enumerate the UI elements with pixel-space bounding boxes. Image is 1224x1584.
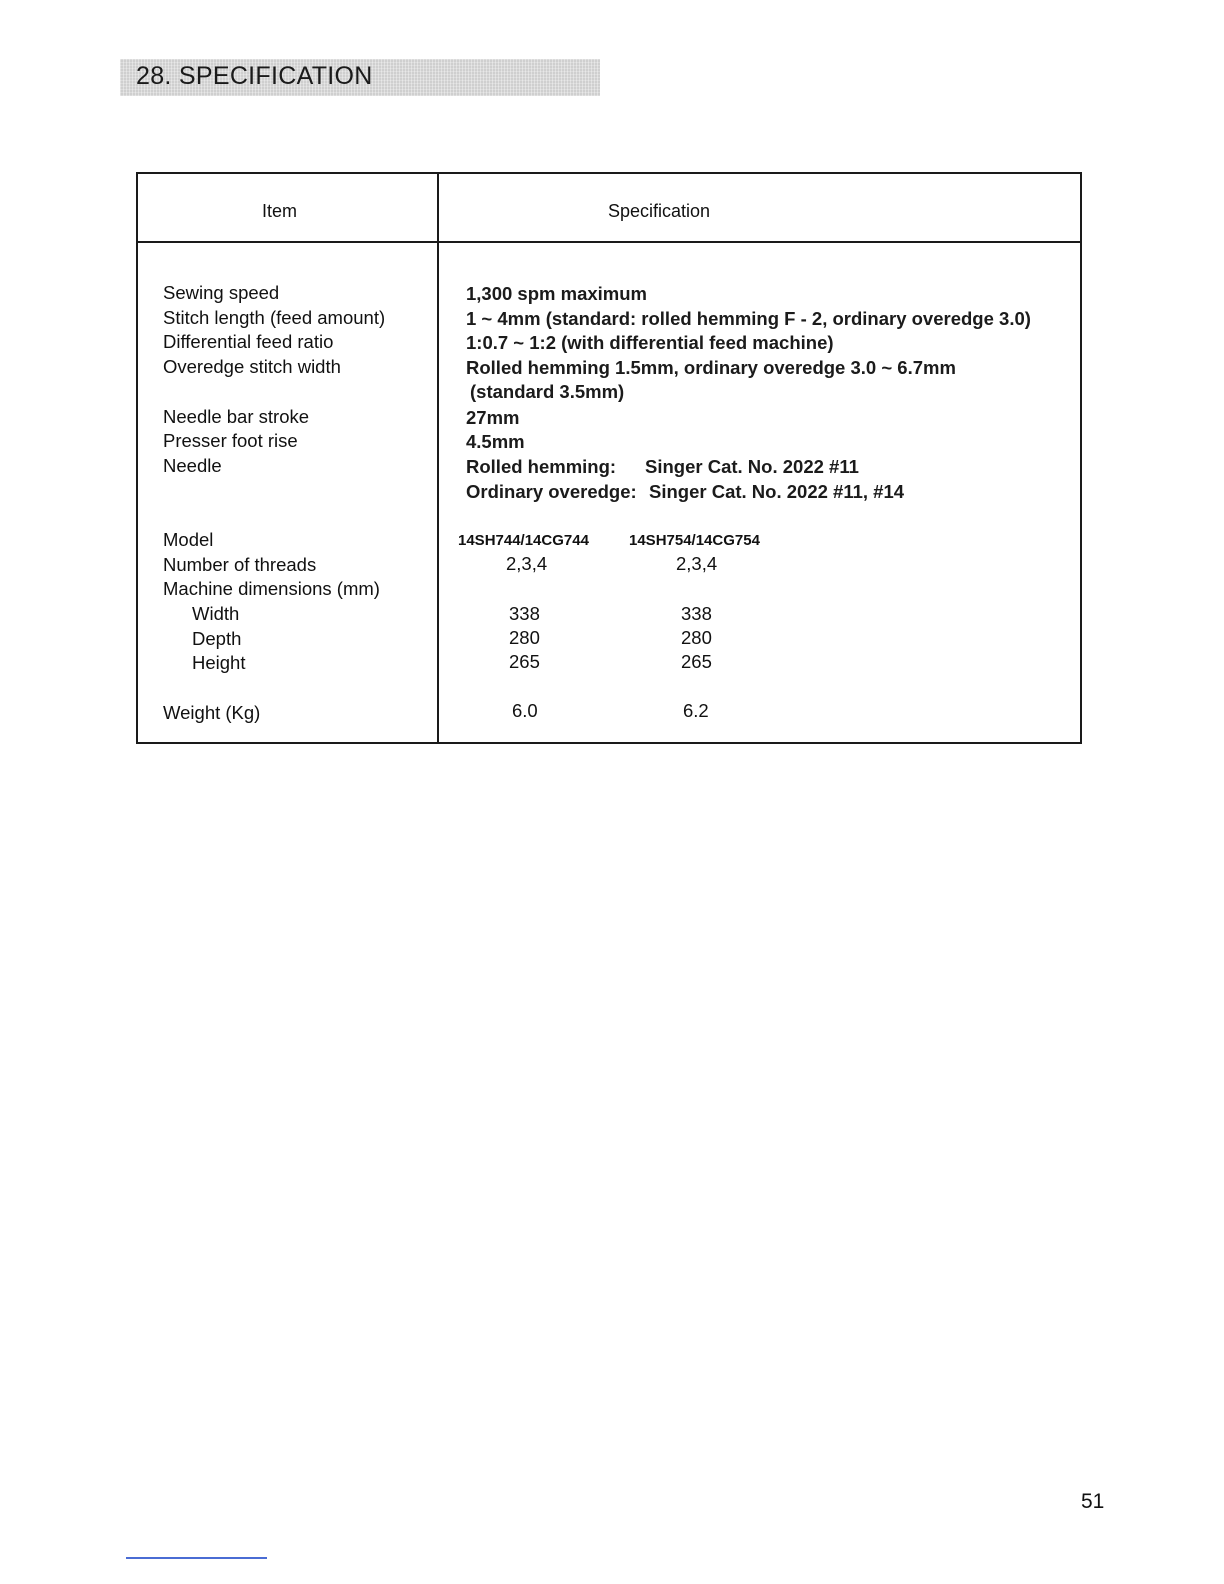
item-label: Overedge stitch width xyxy=(163,356,341,377)
model-width: 338 xyxy=(681,603,712,624)
model-height: 265 xyxy=(509,651,540,672)
header-rule xyxy=(138,241,1080,243)
spec-table xyxy=(136,172,1082,744)
needle-ordinary-value: Singer Cat. No. 2022 #11, #14 xyxy=(649,481,905,502)
spec-value: 27mm xyxy=(466,407,520,428)
needle-ordinary-label: Ordinary overedge: xyxy=(466,481,637,502)
item-label: Number of threads xyxy=(163,554,317,575)
model-height: 265 xyxy=(681,651,712,672)
page-number: 51 xyxy=(1081,1490,1105,1513)
section-title-banner xyxy=(120,59,600,96)
spec-value: 1 ~ 4mm (standard: rolled hemming F - 2, ordinary overedge 3.0) xyxy=(466,308,1031,329)
model-threads: 2,3,4 xyxy=(506,553,548,574)
model-depth: 280 xyxy=(509,627,540,648)
needle-rolled-label: Rolled hemming: xyxy=(466,456,617,477)
spec-value: Rolled hemming 1.5mm, ordinary overedge 3.0 ~ 6.7mm xyxy=(466,357,956,378)
item-label: Needle xyxy=(163,455,222,476)
item-label: Stitch length (feed amount) xyxy=(163,307,386,328)
model-depth: 280 xyxy=(681,627,712,648)
spec-value: (standard 3.5mm) xyxy=(470,381,625,402)
spec-value: 1:0.7 ~ 1:2 (with differential feed machine) xyxy=(466,332,834,353)
item-label: Width xyxy=(192,603,240,624)
needle-rolled-value: Singer Cat. No. 2022 #11 xyxy=(645,456,859,477)
model-width: 338 xyxy=(509,603,540,624)
item-label: Needle bar stroke xyxy=(163,406,310,427)
item-label: Presser foot rise xyxy=(163,430,298,451)
item-label: Machine dimensions (mm) xyxy=(163,578,380,599)
section-title: 28. SPECIFICATION xyxy=(136,62,373,90)
item-label: Differential feed ratio xyxy=(163,331,334,352)
header-specification: Specification xyxy=(608,201,711,221)
model-name: 14SH744/14CG744 xyxy=(458,532,589,549)
column-divider xyxy=(437,174,439,742)
header-item: Item xyxy=(262,201,298,221)
footer-rule xyxy=(126,1557,267,1559)
spec-value: 4.5mm xyxy=(466,431,525,452)
item-label: Height xyxy=(192,652,246,673)
item-label: Depth xyxy=(192,628,242,649)
model-name: 14SH754/14CG754 xyxy=(629,532,760,549)
model-weight: 6.2 xyxy=(683,700,709,721)
model-weight: 6.0 xyxy=(512,700,538,721)
model-threads: 2,3,4 xyxy=(676,553,718,574)
spec-value: 1,300 spm maximum xyxy=(466,283,647,304)
item-label: Weight (Kg) xyxy=(163,702,261,723)
item-label: Model xyxy=(163,529,214,550)
item-label: Sewing speed xyxy=(163,282,280,303)
